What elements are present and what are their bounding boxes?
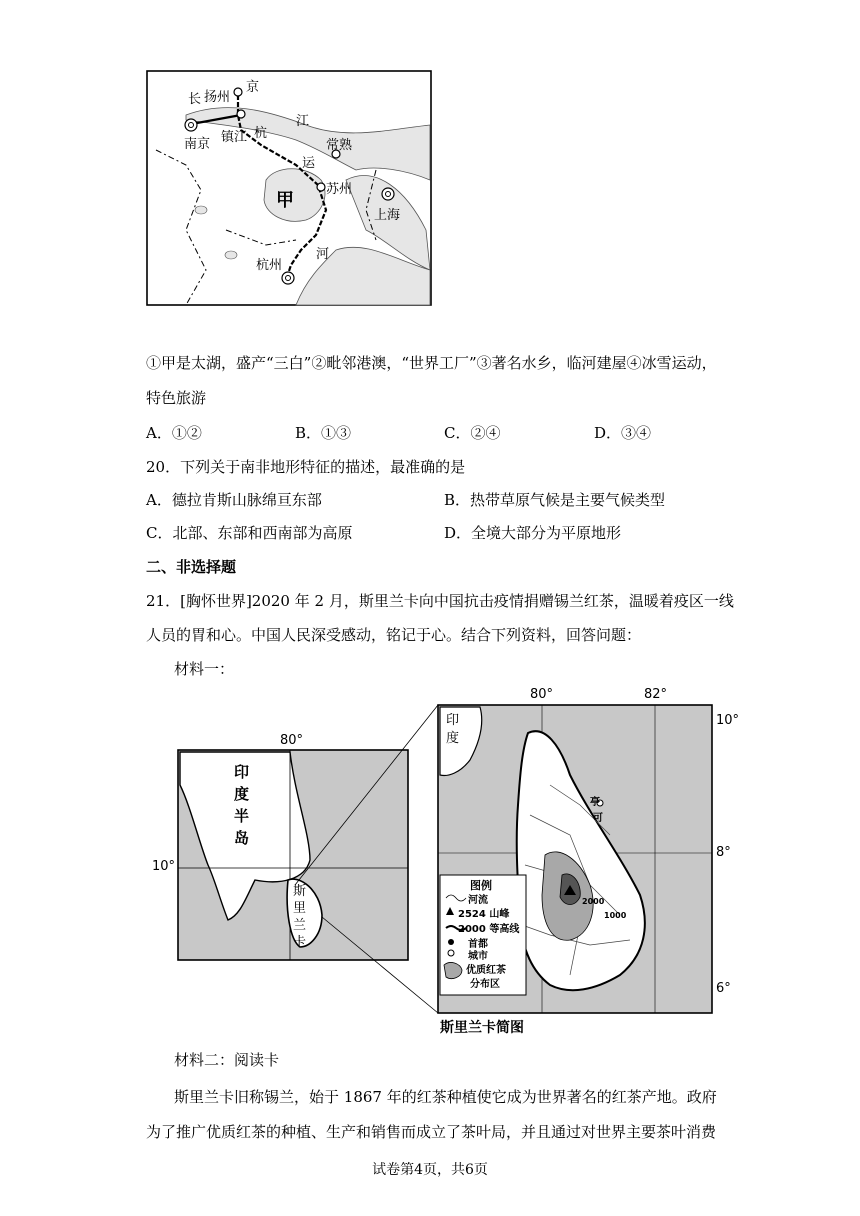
reading-para-line2: 为了推广优质红茶的种植、生产和销售而成立了茶叶局，并且通过对世界主要茶叶消费: [146, 1123, 717, 1141]
small-lon-80: 80°: [280, 733, 304, 748]
canal-map: [146, 70, 432, 306]
small-sl-3: 兰: [293, 918, 307, 933]
small-sl-2: 里: [293, 901, 307, 916]
large-lon-82: 82°: [644, 687, 668, 702]
large-city-label-2: 可: [593, 813, 603, 824]
large-lat-6: 6°: [716, 981, 731, 996]
legend-river: 河流: [468, 895, 488, 906]
section-title: 二、非选择题: [146, 558, 237, 576]
small-india-3: 半: [234, 807, 250, 825]
label-shanghai: 上海: [374, 208, 401, 223]
label-zhenjiang: 镇江: [221, 130, 248, 145]
page-footer: 试卷第4页，共6页: [372, 1162, 488, 1178]
small-india-2: 度: [234, 785, 250, 803]
q21-line2: 人员的胃和心。中国人民深受感动，铭记于心。结合下列资料，回答问题：: [146, 626, 642, 644]
material2-label: 材料二：阅读卡: [174, 1051, 280, 1069]
contour-2000: 2000: [582, 897, 605, 906]
material1-label: 材料一：: [174, 660, 235, 678]
label-hangzhou: 杭州: [256, 258, 283, 273]
small-sl-1: 斯: [293, 884, 307, 899]
contour-1000: 1000: [604, 911, 627, 920]
large-india-2: 度: [446, 731, 460, 746]
q19-statement-line2: 特色旅游: [146, 389, 207, 407]
small-india-4: 岛: [234, 829, 250, 847]
label-suzhou: 苏州: [326, 182, 353, 197]
large-lat-10: 10°: [716, 713, 740, 728]
legend-title: 图例: [470, 879, 492, 892]
q21-line1: 21．[胸怀世界]2020 年 2 月，斯里兰卡向中国抗击疫情捐赠锡兰红茶，温暖着疫区一线: [146, 592, 734, 610]
small-india-1: 印: [234, 763, 250, 781]
legend-tea-2: 分布区: [470, 979, 500, 990]
q19-statement-line1: ①甲是太湖，盛产“三白”②毗邻港澳，“世界工厂”③著名水乡，临河建屋④冰雪运动，: [146, 354, 717, 372]
label-nanjing: 南京: [184, 137, 211, 152]
label-hang-top: 杭: [254, 126, 268, 141]
srilanka-map: [150, 685, 750, 1035]
q19-option-a: A．①②: [146, 424, 202, 442]
small-sl-4: 卡: [293, 935, 307, 950]
label-jia: 甲: [276, 190, 294, 211]
label-chang: 长: [188, 92, 202, 107]
large-lat-8: 8°: [716, 845, 731, 860]
label-jing: 京: [246, 80, 260, 95]
small-lat-10: 10°: [152, 859, 176, 874]
legend-capital: 首都: [468, 939, 488, 950]
map-caption: 斯里兰卡简图: [440, 1020, 524, 1036]
q19-option-c: C．②④: [444, 424, 501, 442]
legend-tea-1: 优质红茶: [466, 965, 506, 976]
large-city-label-1: 亭: [590, 797, 600, 808]
q20-option-c: C．北部、东部和西南部为高原: [146, 524, 353, 542]
q20-option-d: D．全境大部分为平原地形: [444, 524, 622, 542]
q19-option-b: B．①③: [295, 424, 352, 442]
reading-para-line1: 斯里兰卡旧称锡兰，始于 1867 年的红茶种植使它成为世界著名的红茶产地。政府: [174, 1088, 717, 1106]
q19-option-d: D．③④: [594, 424, 652, 442]
label-changshu: 常熟: [326, 138, 353, 153]
legend-city: 城市: [468, 951, 488, 962]
large-india-1: 印: [446, 713, 460, 728]
q20-stem: 20．下列关于南非地形特征的描述，最准确的是: [146, 458, 466, 476]
label-he: 河: [316, 247, 330, 262]
label-yangzhou: 扬州: [204, 90, 231, 105]
label-jiang: 江: [296, 114, 310, 129]
legend-contour: 2000 等高线: [458, 924, 520, 935]
q20-option-b: B．热带草原气候是主要气候类型: [444, 491, 666, 509]
legend-peak: 2524 山峰: [458, 909, 510, 920]
q20-option-a: A．德拉肯斯山脉绵亘东部: [146, 491, 322, 509]
large-lon-80: 80°: [530, 687, 554, 702]
label-yun: 运: [302, 156, 316, 171]
